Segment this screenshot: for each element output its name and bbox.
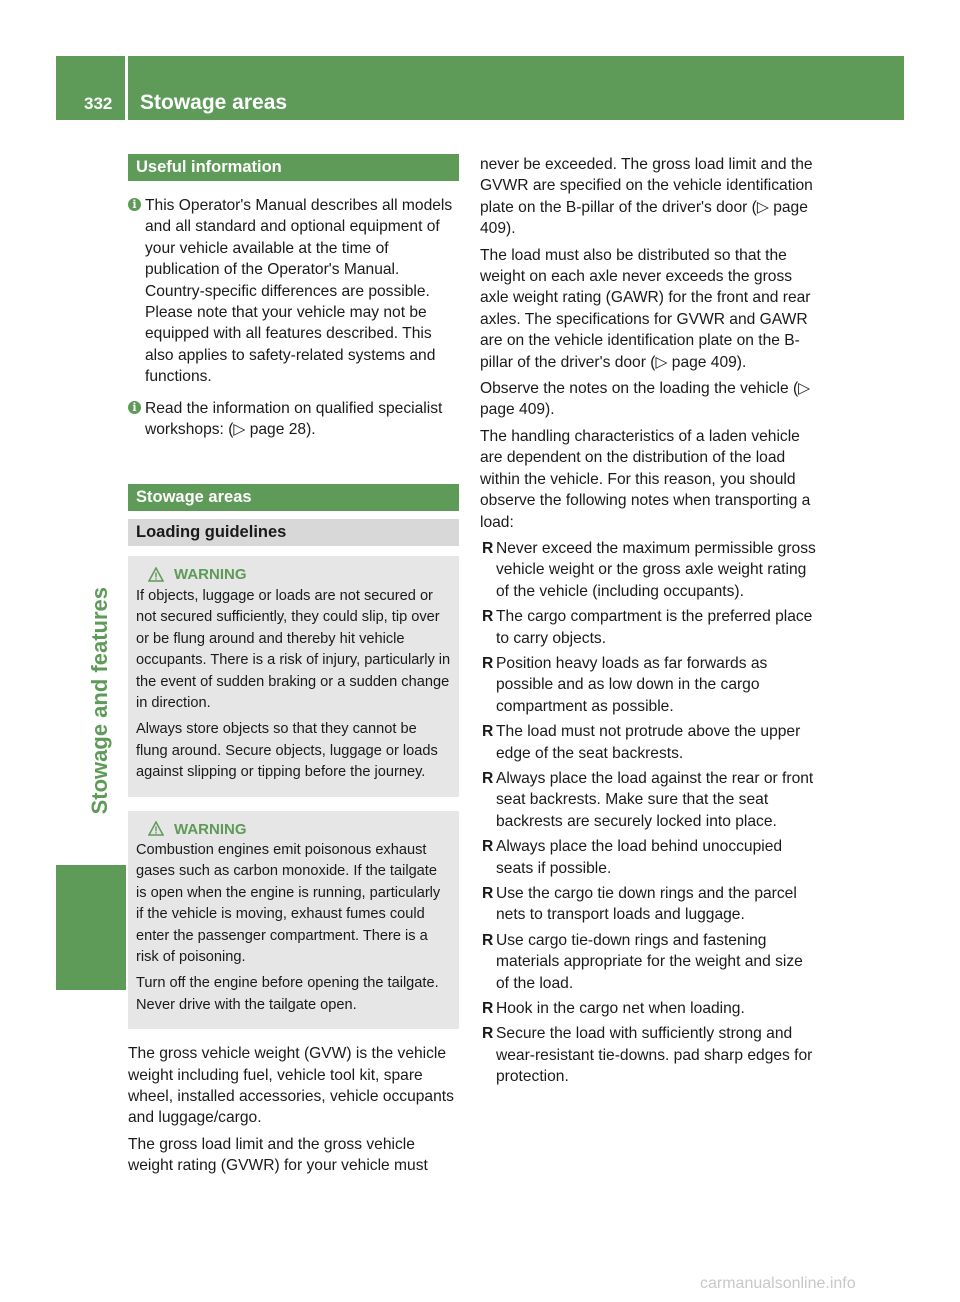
list-item-text: The load must not protrude above the upper edge of the seat backrests. bbox=[496, 723, 801, 762]
gvwr-paragraph: The gross load limit and the gross vehicle weight rating (GVWR) for your vehicle must bbox=[128, 1135, 428, 1175]
warning-title bbox=[148, 564, 451, 585]
info-note-text: This Operator's Manual describes all models and all standard and optional equipment of your vehicle available at the time of publication of the Operator's Manual. Country-specific differences are possible. Please note that your vehicle may not be equipped with all features described. This also applies to safety-related systems and functions. bbox=[145, 197, 453, 386]
list-item-text: Hook in the cargo net when loading. bbox=[496, 1000, 745, 1018]
warning-paragraph: If objects, luggage or loads are not secured or not secured sufficiently, they could slip, tip over or be flung around and thereby hit vehicle occupants. There is a risk of injury, particularly in the event of sudden braking or a sudden change in direction. bbox=[136, 587, 451, 711]
bullet-marker: R bbox=[482, 608, 494, 626]
bullet-marker: R bbox=[482, 769, 494, 787]
warning-title-text: WARNING bbox=[174, 566, 247, 584]
left-column bbox=[128, 154, 459, 1182]
right-column bbox=[480, 154, 816, 1092]
useful-information-heading: Useful information bbox=[128, 154, 459, 181]
loading-bullet-list bbox=[480, 538, 816, 1088]
bullet-marker: R bbox=[482, 1025, 494, 1043]
warning-box-loads bbox=[128, 556, 459, 796]
handling-paragraph: The handling characteristics of a laden vehicle are dependent on the distribution of the load within the vehicle. For this reason, you should observe the following notes when transporting a load: bbox=[480, 427, 811, 531]
header-divider bbox=[125, 56, 128, 120]
warning-triangle-icon bbox=[148, 567, 164, 583]
list-item bbox=[480, 930, 816, 994]
list-item bbox=[480, 606, 816, 649]
warning-paragraph: Combustion engines emit poisonous exhaust gases such as carbon monoxide. If the tailgate is open when the engine is running, particularly if the vehicle is moving, exhaust fumes could enter the passenger compartment. There is a risk of poisoning. bbox=[136, 841, 441, 965]
bullet-marker: R bbox=[482, 1000, 494, 1018]
warning-title bbox=[148, 819, 451, 840]
bullet-marker: R bbox=[482, 539, 494, 557]
bullet-marker: R bbox=[482, 838, 494, 856]
gvwr-continued-paragraph: never be exceeded. The gross load limit and the GVWR are specified on the vehicle identification plate on the B-pillar of the driver's door (▷ page 409). bbox=[480, 156, 813, 238]
list-item bbox=[480, 721, 816, 764]
list-item bbox=[480, 883, 816, 926]
info-icon: i bbox=[128, 198, 141, 211]
warning-title-text: WARNING bbox=[174, 820, 247, 838]
bullet-marker: R bbox=[482, 885, 494, 902]
warning-paragraph: Always store objects so that they cannot be flung around. Secure objects, luggage or loads against slipping or tipping before the journey. bbox=[136, 721, 438, 781]
list-item bbox=[480, 998, 816, 1019]
page-number: 332 bbox=[84, 94, 113, 113]
header-title: Stowage areas bbox=[140, 91, 288, 114]
warning-paragraph: Turn off the engine before opening the tailgate. Never drive with the tailgate open. bbox=[136, 975, 439, 1013]
list-item-text: Use cargo tie-down rings and fastening materials appropriate for the weight and size of the load. bbox=[496, 931, 803, 992]
list-item-text: Use the cargo tie down rings and the parcel nets to transport loads and luggage. bbox=[496, 885, 797, 924]
list-item-text: Position heavy loads as far forwards as possible and as low down in the cargo compartment as possible. bbox=[496, 654, 768, 715]
side-marker-block bbox=[56, 865, 126, 990]
list-item bbox=[480, 538, 816, 602]
list-item-text: Always place the load against the rear or front seat backrests. Make sure that the seat backrests are securely locked into place. bbox=[496, 769, 814, 830]
bullet-marker: R bbox=[482, 654, 494, 672]
list-item-text: Never exceed the maximum permissible gross vehicle weight or the gross axle weight rating of the vehicle (including occupants). bbox=[496, 539, 816, 600]
warning-box-exhaust bbox=[128, 811, 459, 1030]
watermark: carmanualsonline.info bbox=[700, 1275, 856, 1292]
side-tab bbox=[56, 120, 126, 275]
info-note-text: Read the information on qualified specialist workshops: (▷ page 28). bbox=[145, 399, 443, 439]
bullet-marker: R bbox=[482, 931, 494, 949]
info-note-manual bbox=[128, 195, 459, 388]
info-icon: i bbox=[128, 401, 141, 414]
info-note-workshops bbox=[128, 398, 459, 441]
bullet-marker: R bbox=[482, 723, 494, 741]
gvw-paragraph: The gross vehicle weight (GVW) is the vehicle weight including fuel, vehicle tool kit, spare wheel, installed accessories, vehicle occupants and luggage/cargo. bbox=[128, 1045, 454, 1127]
stowage-areas-heading: Stowage areas bbox=[128, 484, 459, 511]
warning-triangle-icon bbox=[148, 821, 164, 837]
loading-guidelines-heading: Loading guidelines bbox=[128, 519, 459, 546]
list-item-text: The cargo compartment is the preferred place to carry objects. bbox=[496, 608, 813, 647]
list-item bbox=[480, 836, 816, 879]
list-item bbox=[480, 768, 816, 832]
side-tab-label: Stowage and features bbox=[87, 587, 112, 815]
axle-load-paragraph: The load must also be distributed so that the weight on each axle never exceeds the gross axle weight rating (GAWR) for the front and rear axles. The specifications for GVWR and GAWR are on the vehicle identification plate on the B-pillar of the driver's door (▷ page 409). bbox=[480, 246, 811, 371]
loading-notes-paragraph: Observe the notes on the loading the vehicle (▷ page 409). bbox=[480, 380, 811, 419]
list-item-text: Always place the load behind unoccupied seats if possible. bbox=[496, 838, 783, 877]
list-item bbox=[480, 1023, 816, 1087]
list-item bbox=[480, 653, 816, 717]
list-item-text: Secure the load with sufficiently strong and wear-resistant tie-downs. pad sharp edges for protection. bbox=[496, 1025, 813, 1086]
